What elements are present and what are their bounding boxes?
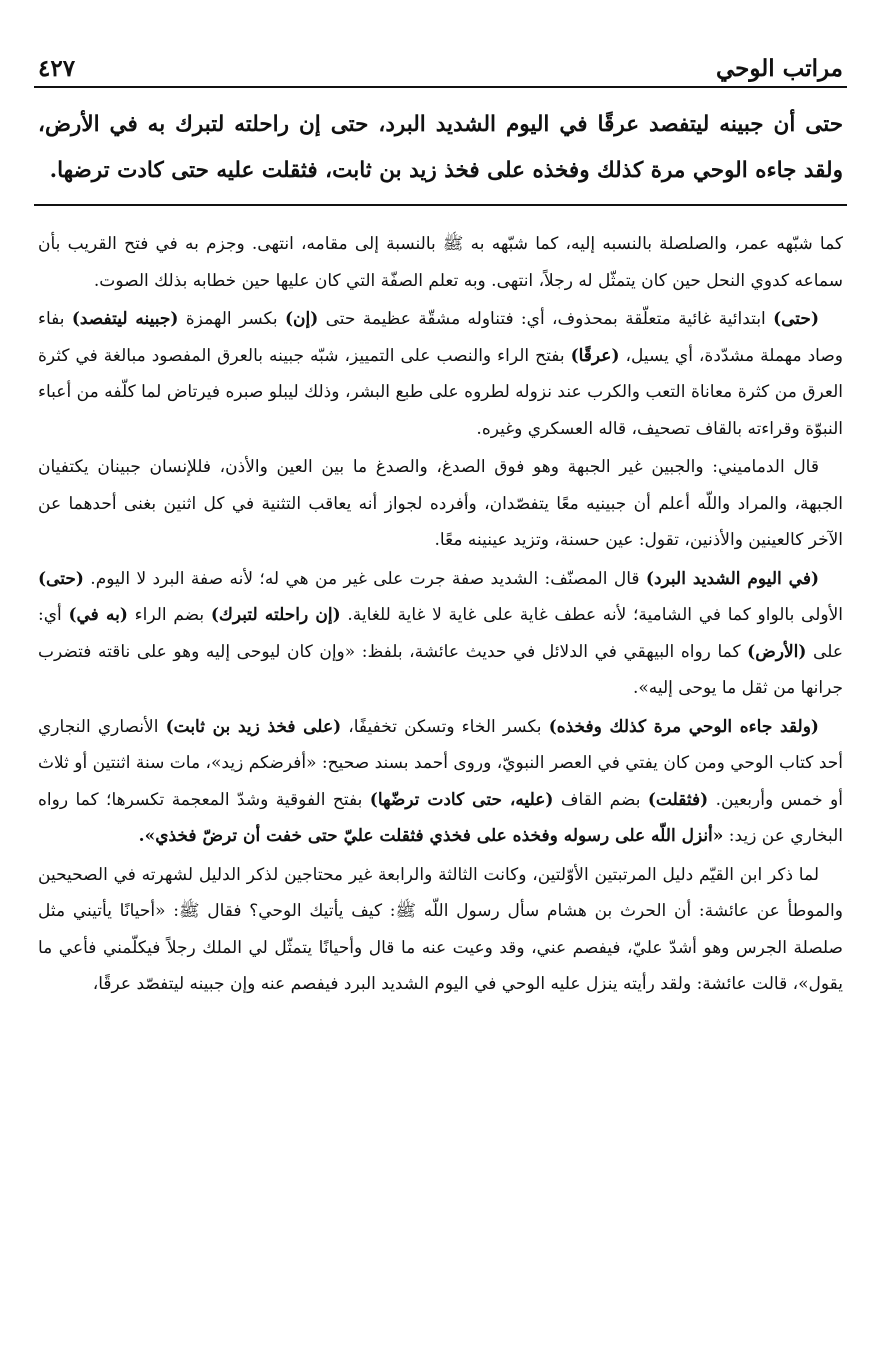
bold-lemma: (به في)	[68, 605, 128, 625]
bold-lemma: (فثقلت)	[647, 789, 709, 810]
commentary-paragraph-4	[38, 561, 843, 707]
commentary-text: قال المصنّف: الشديد صفة جرت على غير من هي له؛ لأنه صفة البرد لا اليوم.	[83, 568, 646, 589]
page-header	[34, 40, 847, 88]
commentary-text: بضم القاف	[553, 789, 648, 810]
bold-lemma: (حتى)	[38, 568, 84, 589]
commentary-paragraph-5	[38, 709, 843, 855]
commentary-paragraph-3: قال الدماميني: والجبين غير الجبهة وهو فوق الصدغ، والصدغ ما بين العين والأذن، فللإنسان جبينان يكتفيان الجبهة، والمراد واللّه أعلم أن جبينيه معًا يتفصّدان، وأفرده لجواز أنه يعاقب التثنية في كل اثنين بغنى أحدهما عن الآخر كالعينين والأذنين، تقول: عين حسنة، وتزيد عينينه معًا.	[38, 457, 843, 550]
commentary-paragraph-2	[38, 301, 843, 447]
bold-lemma: (في اليوم الشديد البرد)	[645, 568, 819, 589]
commentary	[34, 206, 847, 1003]
bold-lemma: (حتى)	[773, 309, 819, 329]
bold-lemma: (عرقًا)	[570, 345, 620, 366]
running-title: مراتب الوحي	[715, 55, 843, 82]
commentary-text: بفتح الراء والنصب على التمييز، شبّه جبينه بالعرق المفصود مبالغة في كثرة العرق من كثرة معاناة التعب والكرب عند نزوله لطروه على طبع البشر، وذلك ليبلو صبره فيرتاض لما كلّفه من أعباء النبوّة وقراءته بالقاف تصحيف، قاله العسكري وغيره.	[38, 345, 843, 439]
bold-lemma: (عليه، حتى كادت ترضّها)	[369, 789, 554, 810]
commentary-text: بضم الراء	[127, 605, 211, 625]
commentary-text: بكسر الهمزة	[178, 309, 285, 329]
commentary-text: ابتدائية غائية متعلّقة بمحذوف، أي: فتناوله مشقّة عظيمة حتى	[318, 309, 774, 329]
bold-lemma: (الأرض)	[747, 641, 807, 662]
commentary-text: الأولى بالواو كما في الشامية؛ لأنه عطف غاية على غاية لا غاية للغاية.	[340, 605, 844, 625]
bold-lemma: (إن)	[284, 309, 319, 329]
main-text: حتى أن جبينه ليتفصد عرقًا في اليوم الشديد البرد، حتى إن راحلته لتبرك به في الأرض، ولقد جاءه الوحي مرة كذلك وفخذه على فخذ زيد بن ثابت، فثقلت عليه حتى كادت ترضها.	[38, 112, 843, 183]
commentary-text: أي: على	[38, 605, 843, 662]
bold-lemma: (ولقد جاءه الوحي مرة كذلك وفخذه)	[548, 716, 819, 737]
bold-lemma: (جبينه ليتفصد)	[71, 309, 179, 329]
commentary-text: الأنصاري النجاري أحد كتاب الوحي ومن كان يفتي في العصر النبويّ، وروى أحمد بسند صحيح: «أفرضكم زيد»، مات سنة اثنتين أو ثلاث أو خمس وأربعين.	[38, 716, 843, 810]
commentary-text: بفتح الفوقية وشدّ المعجمة تكسرها؛ كما رواه البخاري عن زيد:	[38, 789, 843, 846]
commentary-paragraph-1: كما شبّهه عمر، والصلصلة بالنسبه إليه، كما شبّهه به ﷺ بالنسبة إلى مقامه، انتهى. وجزم به في فتح القريب بأن سماعه كدوي النحل حين كان يتمثّل له رجلاً، انتهى. وبه تعلم الصفّة التي كان عليها حين خطابه بذلك الصوت.	[38, 234, 843, 291]
page-number: ٤٢٧	[38, 55, 76, 82]
bold-lemma: (على فخذ زيد بن ثابت)	[165, 716, 342, 737]
commentary-text: بكسر الخاء وتسكن تخفيفًا،	[341, 716, 549, 737]
commentary-paragraph-6: لما ذكر ابن القيّم دليل المرتبتين الأوّلتين، وكانت الثالثة والرابعة غير محتاجين لذكر الدليل لشهرته في الصحيحين والموطأ عن عائشة: أن الحرث بن هشام سأل رسول اللّه ﷺ: كيف يأتيك الوحي؟ فقال ﷺ: «أحيانًا يأتيني مثل صلصلة الجرس وهو أشدّ عليّ، فيفصم عني، وقد وعيت عنه ما قال وأحيانًا يتمثّل لي الملك رجلاً فيكلّمني فأعي ما يقول»، قالت عائشة: ولقد رأيته ينزل عليه الوحي في اليوم الشديد البرد فيفصم عنه وإن جبينه ليتفصّد عرقًا،	[38, 864, 843, 994]
commentary-text: بفاء وصاد مهملة مشدّدة، أي يسيل،	[38, 309, 843, 366]
bold-lemma: «أنزل اللّه على رسوله وفخذه على فخذي فثقلت عليّ حتى خفت أن ترضّ فخذي».	[138, 826, 724, 846]
bold-lemma: (إن راحلته لتبرك)	[210, 605, 341, 625]
commentary-text: كما رواه البيهقي في الدلائل في حديث عائشة، بلفظ: «وإن كان ليوحى إليه وهو على ناقته فتضرب جرانها من ثقل ما يوحى إليه».	[38, 641, 843, 698]
